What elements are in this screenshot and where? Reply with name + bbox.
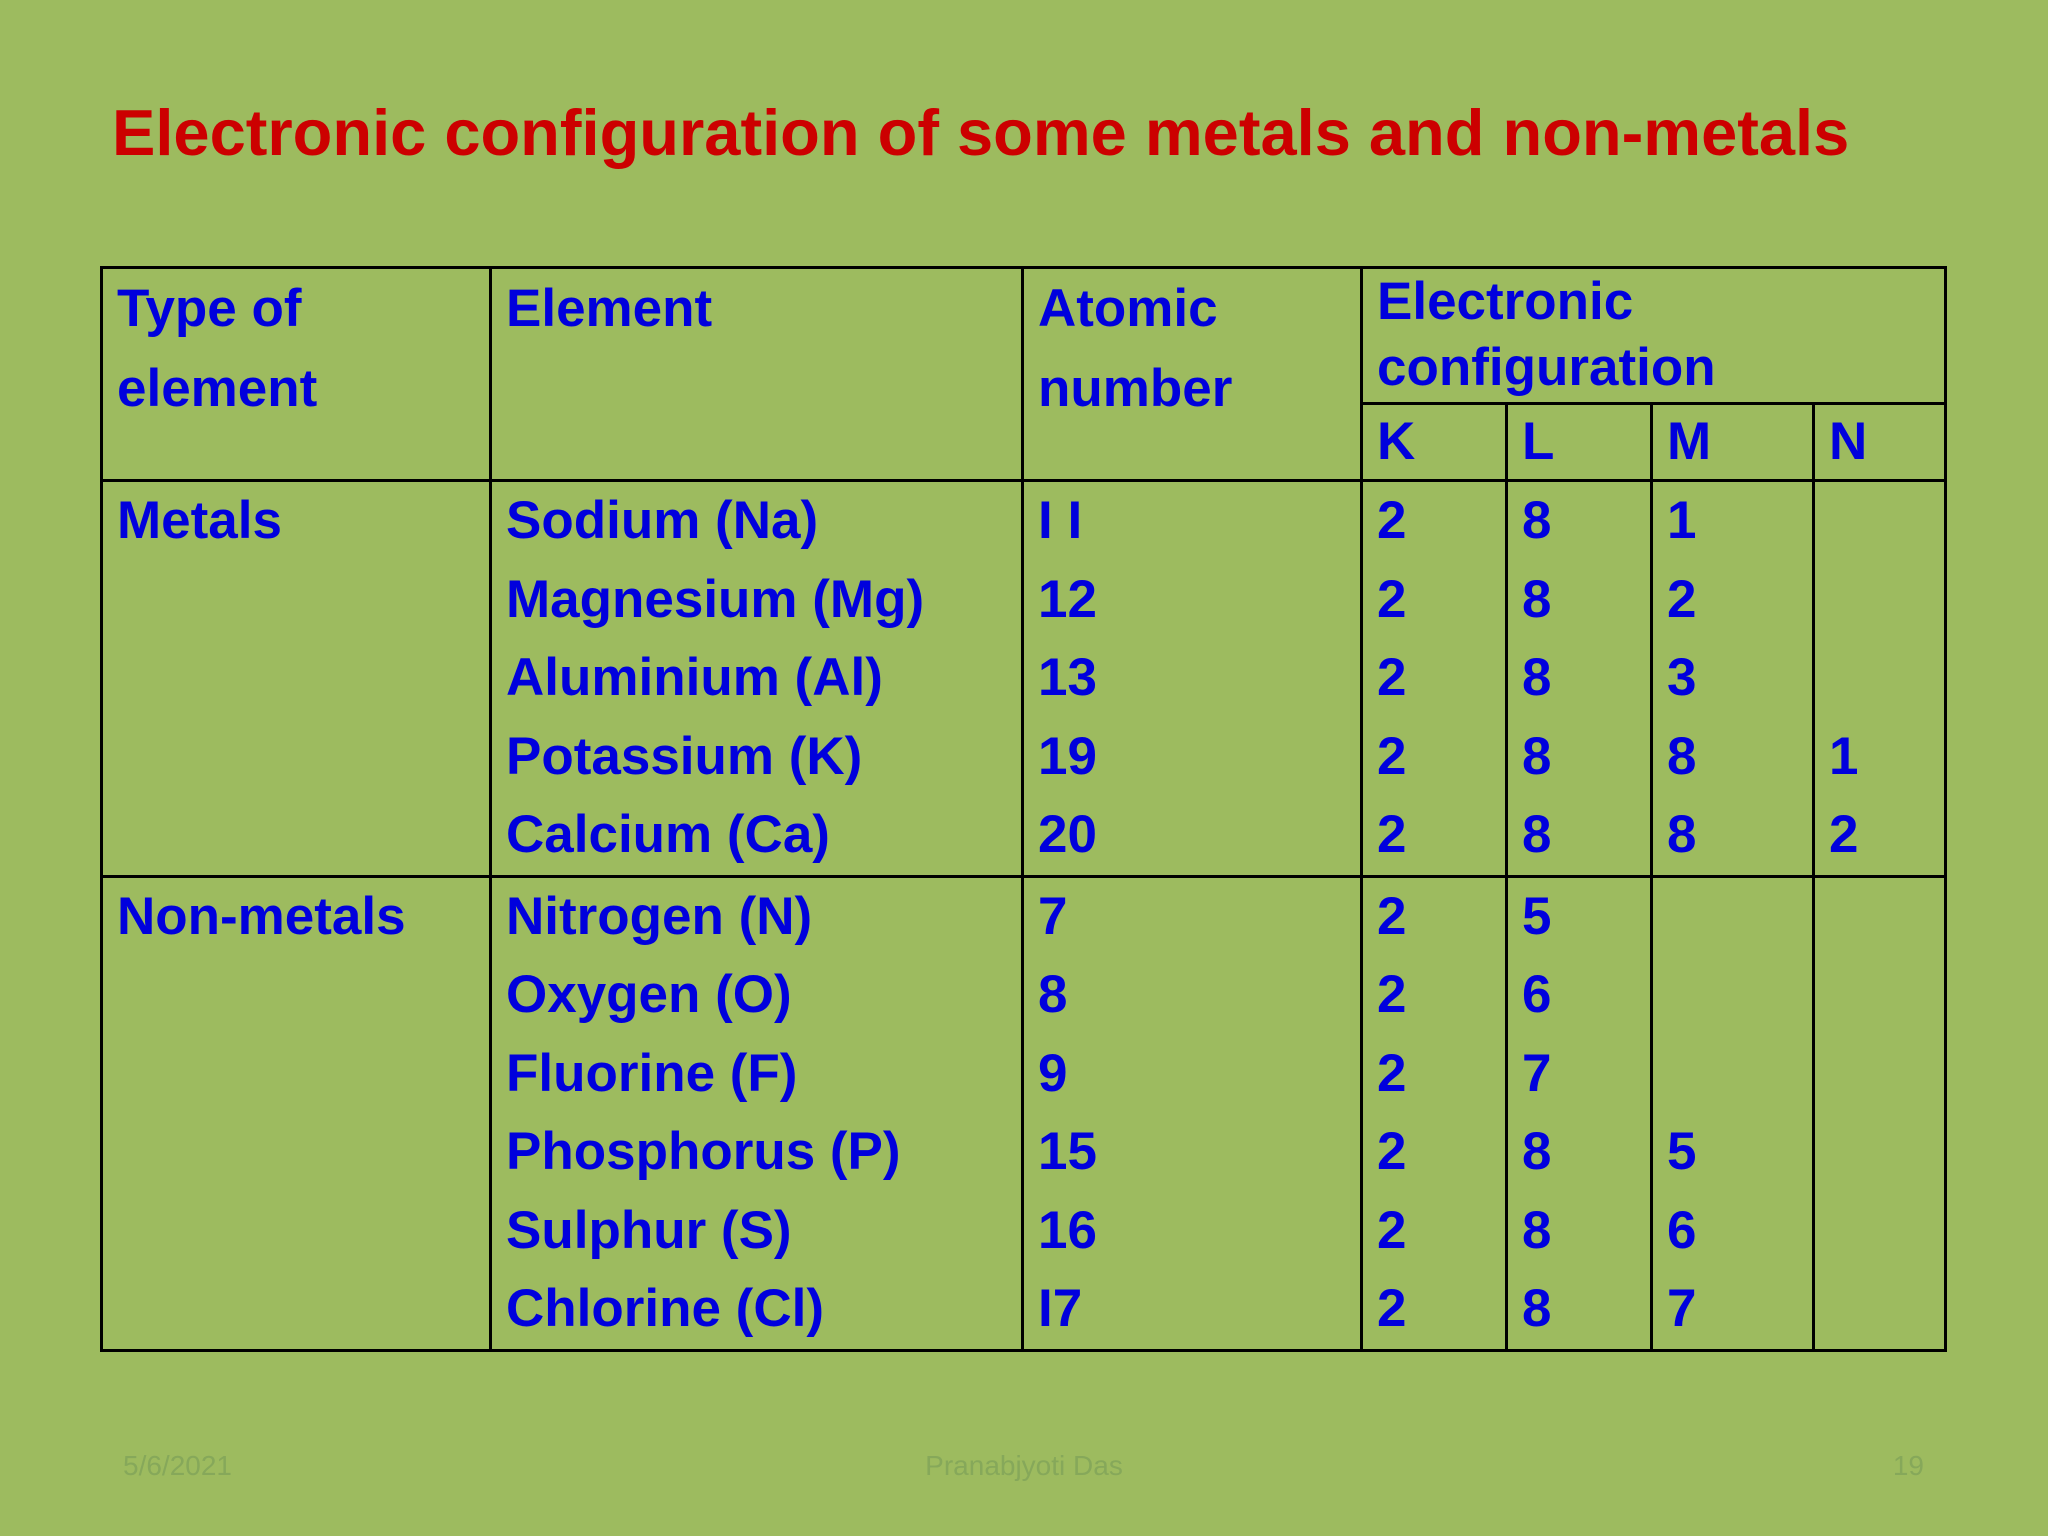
header-shell-n: N <box>1814 403 1946 480</box>
m-shell-value: 8 <box>1667 805 1697 864</box>
atomic-number: 15 <box>1038 1122 1097 1181</box>
element-name: Oxygen (O) <box>506 965 792 1024</box>
l-shell-value: 8 <box>1522 491 1552 550</box>
k-shell-value: 2 <box>1377 648 1407 707</box>
atomic-number: 19 <box>1038 726 1097 786</box>
n-shell-empty <box>1829 482 1930 561</box>
element-name: Calcium (Ca) <box>506 805 830 864</box>
element-name: Magnesium (Mg) <box>506 569 925 629</box>
element-name: Chlorine (Cl) <box>506 1279 824 1338</box>
type-cell-metals <box>102 481 491 877</box>
type-label: Metals <box>117 491 282 550</box>
n-cell-metals <box>1814 481 1946 877</box>
n-cell-non-metals <box>1814 876 1946 1350</box>
group-row-non-metals <box>102 876 1946 1350</box>
header-shell-k: K <box>1362 403 1507 480</box>
m-shell-value: 5 <box>1667 1122 1697 1181</box>
footer-author: Pranabjyoti Das <box>925 1450 1123 1481</box>
m-cell-non-metals <box>1652 876 1814 1350</box>
k-shell-value: 2 <box>1377 1043 1407 1103</box>
header-ec-line1: Electronic <box>1377 272 1634 331</box>
footer-page-number: 19 <box>1892 1450 1924 1481</box>
l-cell-non-metals <box>1507 876 1652 1350</box>
m-shell-empty <box>1667 878 1798 957</box>
header-row <box>102 268 1946 404</box>
l-shell-value: 8 <box>1522 1122 1552 1181</box>
element-cell-non-metals <box>491 876 1023 1350</box>
atomic-cell-non-metals <box>1023 876 1362 1350</box>
header-electronic-configuration <box>1362 268 1946 404</box>
atomic-number: I7 <box>1038 1279 1083 1338</box>
m-shell-value: 7 <box>1667 1279 1697 1338</box>
slide-title: Electronic configuration of some metals and non-metals <box>112 96 1850 169</box>
element-name: Nitrogen (N) <box>506 886 813 946</box>
k-shell-value: 2 <box>1377 886 1407 946</box>
k-shell-value: 2 <box>1377 569 1407 629</box>
k-cell-non-metals <box>1362 876 1507 1350</box>
atomic-number: I I <box>1038 491 1083 550</box>
m-shell-empty <box>1667 956 1798 1035</box>
n-shell-value: 1 <box>1829 726 1859 786</box>
atomic-number: 9 <box>1038 1043 1068 1103</box>
m-cell-metals <box>1652 481 1814 877</box>
m-shell-value: 6 <box>1667 1200 1697 1260</box>
l-shell-value: 7 <box>1522 1043 1552 1103</box>
k-shell-value: 2 <box>1377 1122 1407 1181</box>
l-cell-metals <box>1507 481 1652 877</box>
header-ec-line2: configuration <box>1377 338 1716 397</box>
n-shell-empty <box>1829 561 1930 640</box>
atomic-number: 13 <box>1038 648 1097 707</box>
atomic-number: 20 <box>1038 805 1097 864</box>
k-shell-value: 2 <box>1377 1279 1407 1338</box>
header-shell-m: M <box>1652 403 1814 480</box>
m-shell-value: 1 <box>1667 491 1697 550</box>
header-element <box>491 268 1023 481</box>
l-shell-value: 8 <box>1522 1279 1552 1338</box>
l-shell-value: 8 <box>1522 1200 1552 1260</box>
element-name: Fluorine (F) <box>506 1043 798 1103</box>
type-label: Non-metals <box>117 886 406 946</box>
atomic-number: 16 <box>1038 1200 1097 1260</box>
m-shell-value: 2 <box>1667 569 1697 629</box>
k-shell-value: 2 <box>1377 805 1407 864</box>
header-type-line2: element <box>117 359 318 418</box>
atomic-number: 8 <box>1038 965 1068 1024</box>
n-shell-value: 2 <box>1829 805 1859 864</box>
element-name: Aluminium (Al) <box>506 648 883 707</box>
l-shell-value: 6 <box>1522 965 1552 1024</box>
element-name: Potassium (K) <box>506 726 863 786</box>
k-cell-metals <box>1362 481 1507 877</box>
group-row-metals <box>102 481 1946 877</box>
element-name: Sulphur (S) <box>506 1200 792 1260</box>
m-shell-value: 8 <box>1667 726 1697 786</box>
header-atomic-line2: number <box>1038 359 1233 418</box>
header-shell-l: L <box>1507 403 1652 480</box>
element-name: Phosphorus (P) <box>506 1122 901 1181</box>
element-name: Sodium (Na) <box>506 491 819 550</box>
atomic-number: 12 <box>1038 569 1097 629</box>
header-atomic-line1: Atomic <box>1038 279 1218 338</box>
l-shell-value: 8 <box>1522 805 1552 864</box>
k-shell-value: 2 <box>1377 491 1407 550</box>
k-shell-value: 2 <box>1377 726 1407 786</box>
element-cell-metals <box>491 481 1023 877</box>
atomic-cell-metals <box>1023 481 1362 877</box>
l-shell-value: 8 <box>1522 726 1552 786</box>
electronic-configuration-table <box>100 266 1947 1352</box>
m-shell-value: 3 <box>1667 648 1697 707</box>
m-shell-empty <box>1667 1035 1798 1114</box>
k-shell-value: 2 <box>1377 1200 1407 1260</box>
header-atomic-number <box>1023 268 1362 481</box>
atomic-number: 7 <box>1038 886 1068 946</box>
header-type-line1: Type of <box>117 279 302 338</box>
k-shell-value: 2 <box>1377 965 1407 1024</box>
type-cell-non-metals <box>102 876 491 1350</box>
header-element-label: Element <box>506 279 713 338</box>
header-type-of-element <box>102 268 491 481</box>
n-shell-empty <box>1829 639 1930 718</box>
l-shell-value: 8 <box>1522 569 1552 629</box>
footer-date: 5/6/2021 <box>123 1450 232 1481</box>
l-shell-value: 5 <box>1522 886 1552 946</box>
l-shell-value: 8 <box>1522 648 1552 707</box>
